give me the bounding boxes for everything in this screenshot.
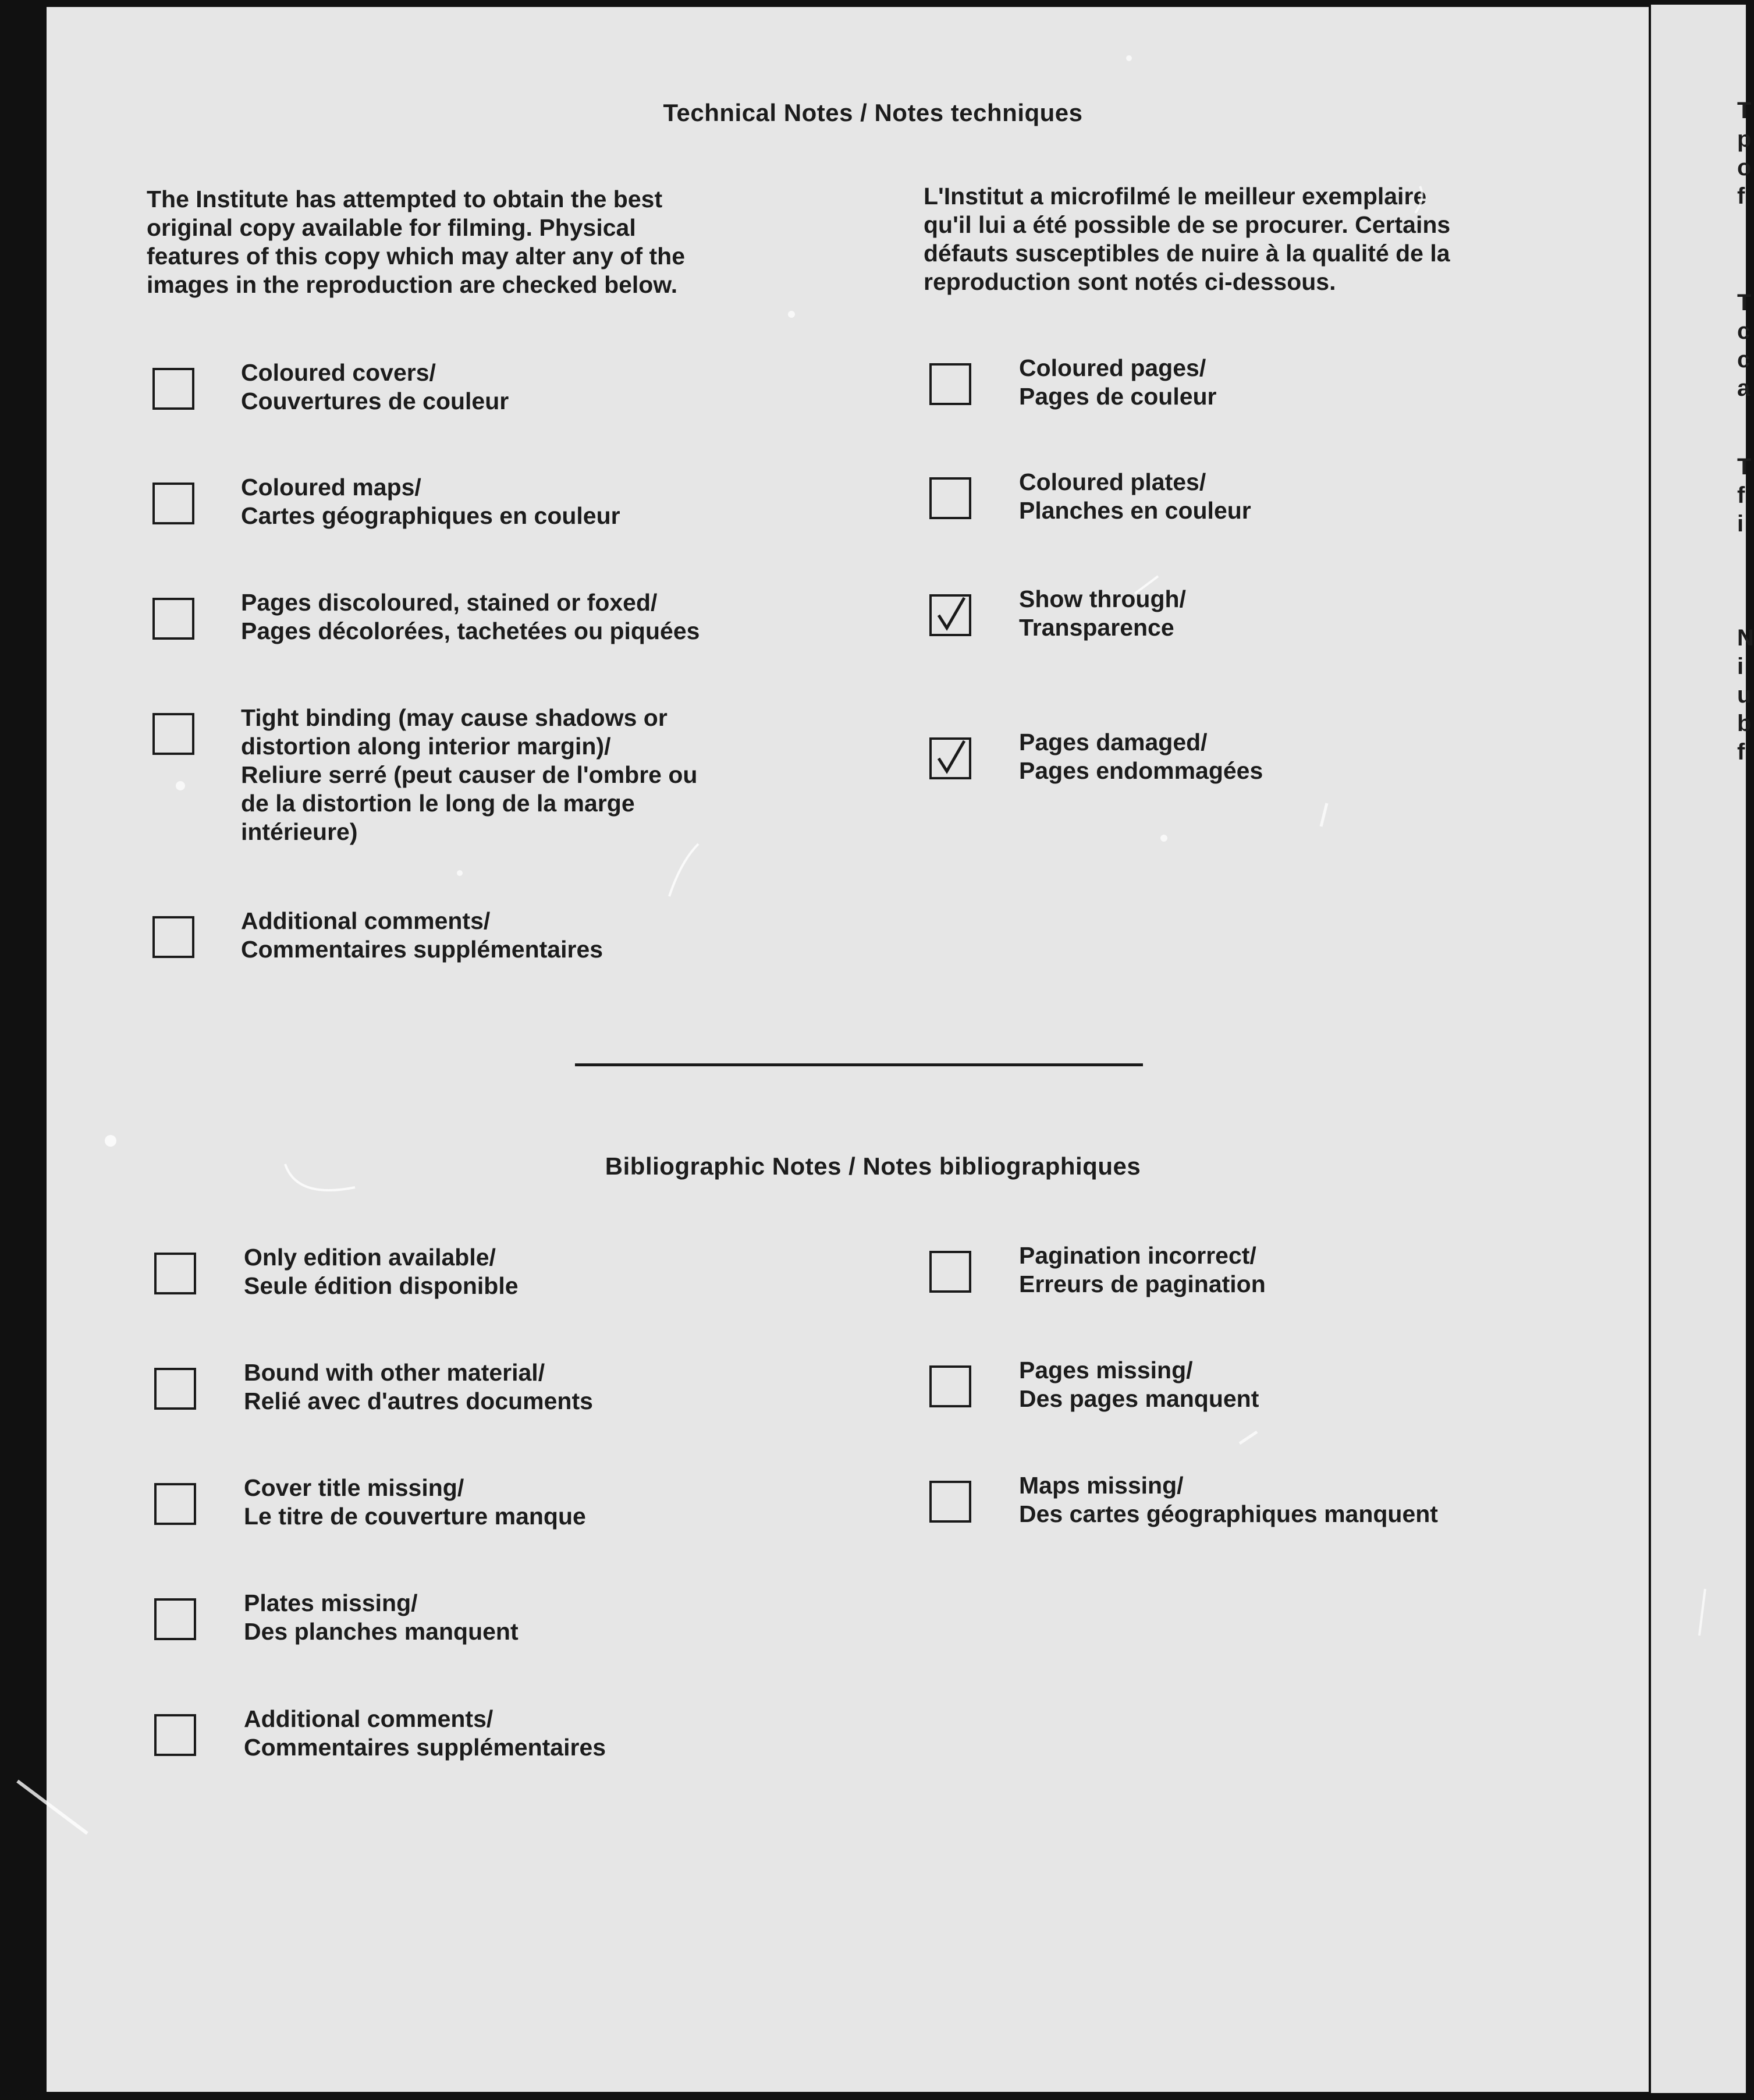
checkbox[interactable] xyxy=(154,1714,196,1756)
checkbox[interactable] xyxy=(152,368,194,410)
checkbox[interactable] xyxy=(929,1251,971,1293)
checkbox[interactable] xyxy=(154,1483,196,1525)
checkbox[interactable] xyxy=(929,1365,971,1407)
checkbox-label: Plates missing/ Des planches manquent xyxy=(244,1590,519,1645)
checkbox-label: Coloured plates/ Planches en couleur xyxy=(1019,469,1251,524)
checkbox[interactable] xyxy=(152,713,194,755)
checkmark-icon xyxy=(929,594,971,636)
checkbox-label: Coloured pages/ Pages de couleur xyxy=(1019,354,1217,410)
bibliographic-notes-heading: Bibliographic Notes / Notes bibliographiques xyxy=(605,1152,1141,1180)
next-page-fragment: N i u b f xyxy=(1737,625,1754,765)
checkbox-label: Cover title missing/ Le titre de couverture manque xyxy=(244,1474,586,1530)
checkbox[interactable] xyxy=(152,598,194,640)
checkbox-label: Bound with other material/ Relié avec d'autres documents xyxy=(244,1359,593,1414)
checkmark-icon xyxy=(929,737,971,779)
checkbox-label: Pages discoloured, stained or foxed/ Pages décolorées, tachetées ou piquées xyxy=(241,589,700,644)
intro-english: The Institute has attempted to obtain the best original copy available for filming. Physical features of this copy which may alter any of the images in the reproduction are checked below. xyxy=(147,186,686,298)
checkbox-label: Only edition available/ Seule édition disponible xyxy=(244,1244,519,1299)
next-page-fragment: T c c a xyxy=(1737,290,1752,401)
checkbox-label: Tight binding (may cause shadows or distortion along interior margin)/ Reliure serré (peut causer de l'ombre ou de la distortion le long de la marge intérieure) xyxy=(241,704,698,845)
checkbox[interactable] xyxy=(929,363,971,405)
checkbox-label: Pagination incorrect/ Erreurs de pagination xyxy=(1019,1242,1266,1297)
checkbox-label: Maps missing/ Des cartes géographiques manquent xyxy=(1019,1472,1438,1527)
checkbox[interactable] xyxy=(154,1253,196,1294)
checkbox-label: Show through/ Transparence xyxy=(1019,586,1186,641)
checkbox-label: Pages missing/ Des pages manquent xyxy=(1019,1357,1259,1412)
intro-french: L'Institut a microfilmé le meilleur exemplaire qu'il lui a été possible de se procurer. Certains défauts susceptibles de nuire à la qualité de la reproduction sont notés ci-dessous. xyxy=(924,183,1451,295)
checkbox-label: Coloured covers/ Couvertures de couleur xyxy=(241,359,509,414)
checkbox-label: Coloured maps/ Cartes géographiques en couleur xyxy=(241,474,620,529)
checkbox[interactable] xyxy=(152,483,194,524)
next-page-fragment: T f i xyxy=(1737,454,1752,537)
scanned-page xyxy=(47,7,1649,2092)
technical-notes-heading: Technical Notes / Notes techniques xyxy=(663,99,1083,126)
checkbox-label: Pages damaged/ Pages endommagées xyxy=(1019,729,1263,784)
checkbox[interactable] xyxy=(154,1598,196,1640)
section-divider xyxy=(575,1063,1143,1066)
next-page-fragment: T p o f xyxy=(1737,98,1752,209)
checkbox[interactable] xyxy=(929,477,971,519)
checkbox-label: Additional comments/ Commentaires supplémentaires xyxy=(244,1705,606,1761)
next-page-edge xyxy=(1651,5,1754,2093)
checkbox[interactable] xyxy=(929,1481,971,1523)
checkbox[interactable] xyxy=(154,1368,196,1410)
checkbox-label: Additional comments/ Commentaires supplémentaires xyxy=(241,907,603,963)
checkbox[interactable] xyxy=(152,916,194,958)
